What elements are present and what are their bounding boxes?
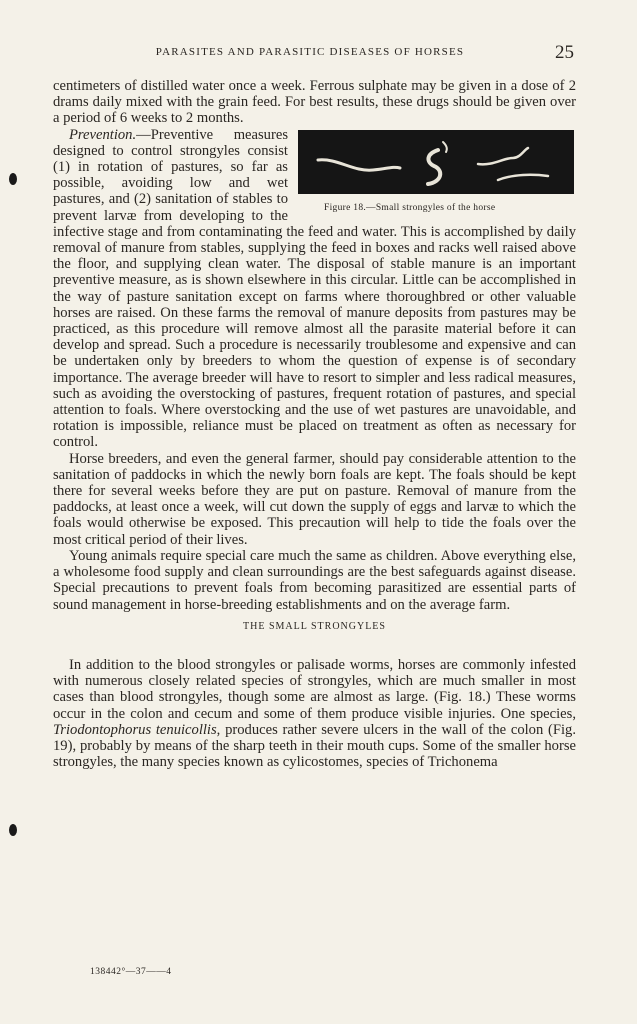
body-text — [53, 78, 576, 770]
worm-2 — [428, 150, 440, 184]
paragraph-prevention — [53, 127, 576, 451]
section-heading-small-strongyles: THE SMALL STRONGYLES — [243, 620, 386, 632]
paragraph-treatment-continued: centimeters of distilled water once a week. Ferrous sulphate may be given in a dose of 2 drams daily mixed with the grain feed. For best results, these drugs should be given over a period of 6 weeks to 2 months. — [53, 78, 576, 127]
small-strongyles-text-b: , produces rather severe ulcers in the wall of the colon (Fig. 19), probably by means of the sharp teeth in their mouth cups. Some of the smaller horse strongyles, the many species known as cylicostomes, species of Trichonema — [53, 721, 576, 771]
margin-ink-mark-top — [9, 173, 17, 185]
species-name: Triodontophorus tenuicollis — [53, 721, 217, 738]
paragraph-paddock-sanitation: Horse breeders, and even the general farmer, should pay considerable attention to the sanitation of paddocks in which the newly born foals are kept. The foals should be kept there for several weeks before they are put on pasture. Removal of manure from the paddocks, at least once a week, will cut down the supply of eggs and larvæ to which the foals would otherwise be exposed. This precaution will help to tide the foals over the most critical period of their lives. — [53, 450, 576, 548]
paragraph-young-animals: Young animals require special care much the same as children. Above everything else, a wholesome food supply and clean surroundings are the best safeguards against disease. Special precautions to prevent foals from becoming parasitized are essential parts of sound management in horse-breeding establishments and on the average farm. — [53, 547, 576, 613]
paragraph-small-strongyles — [53, 657, 576, 770]
figure-18 — [298, 130, 576, 216]
figure-18-image — [298, 130, 574, 194]
small-strongyles-text-a: In addition to the blood strongyles or palisade worms, horses are commonly infested with numerous closely related species of strongyles, which are much smaller in most cases than blood strongyles, though some are almost as large. (Fig. 18.) These worms occur in the colon and cecum and some of them produce visible injuries. One species, — [53, 656, 576, 722]
page-number: 25 — [555, 42, 574, 63]
prevention-text: —Preventive measures designed to control strongyles consist (1) in rotation of pastures, so far as possible, avoiding low and wet pastures, and (2) sanitation of stables to prevent larvæ from developing to the infective stage and from contaminating the feed and water. This is accomplished by daily removal of manure from stables, supplying the feed in boxes and racks well raised above the floor, and supplying clean water. The disposal of stable manure is an important preventive measure, as is shown elsewhere in this circular. Little can be accomplished in the way of pasture sanitation except on farms where thoroughbred or other valuable horses are raised. On these farms the removal of manure deposits from pastures may be practiced, as this procedure will remove almost all the parasite material before it can develop and spread. Such a procedure is necessarily troublesome and expensive and can be undertaken only by breeders to whom the question of expense is of secondary importance. The average breeder will have to resort to simpler and less radical measures, such as avoiding the overstocking of pastures, frequent rotation of pastures, and special attention to foals. Where overstocking and the use of wet pastures are unavoidable, and rotation is impossible, reliance must be placed on treatment as often as necessary for control. — [53, 126, 576, 451]
small-strongyles-illustration — [298, 130, 574, 194]
worm-5 — [498, 174, 548, 179]
print-code-footer: 138442°—37——4 — [90, 967, 172, 977]
running-head: PARASITES AND PARASITIC DISEASES OF HORSES — [155, 46, 465, 58]
worm-1 — [318, 159, 400, 169]
margin-ink-mark-bottom — [9, 824, 17, 836]
figure-18-caption: Figure 18.—Small strongyles of the horse — [324, 202, 496, 213]
worm-4 — [478, 148, 528, 164]
worm-3 — [443, 142, 447, 152]
prevention-run-in-heading: Prevention. — [69, 126, 137, 143]
